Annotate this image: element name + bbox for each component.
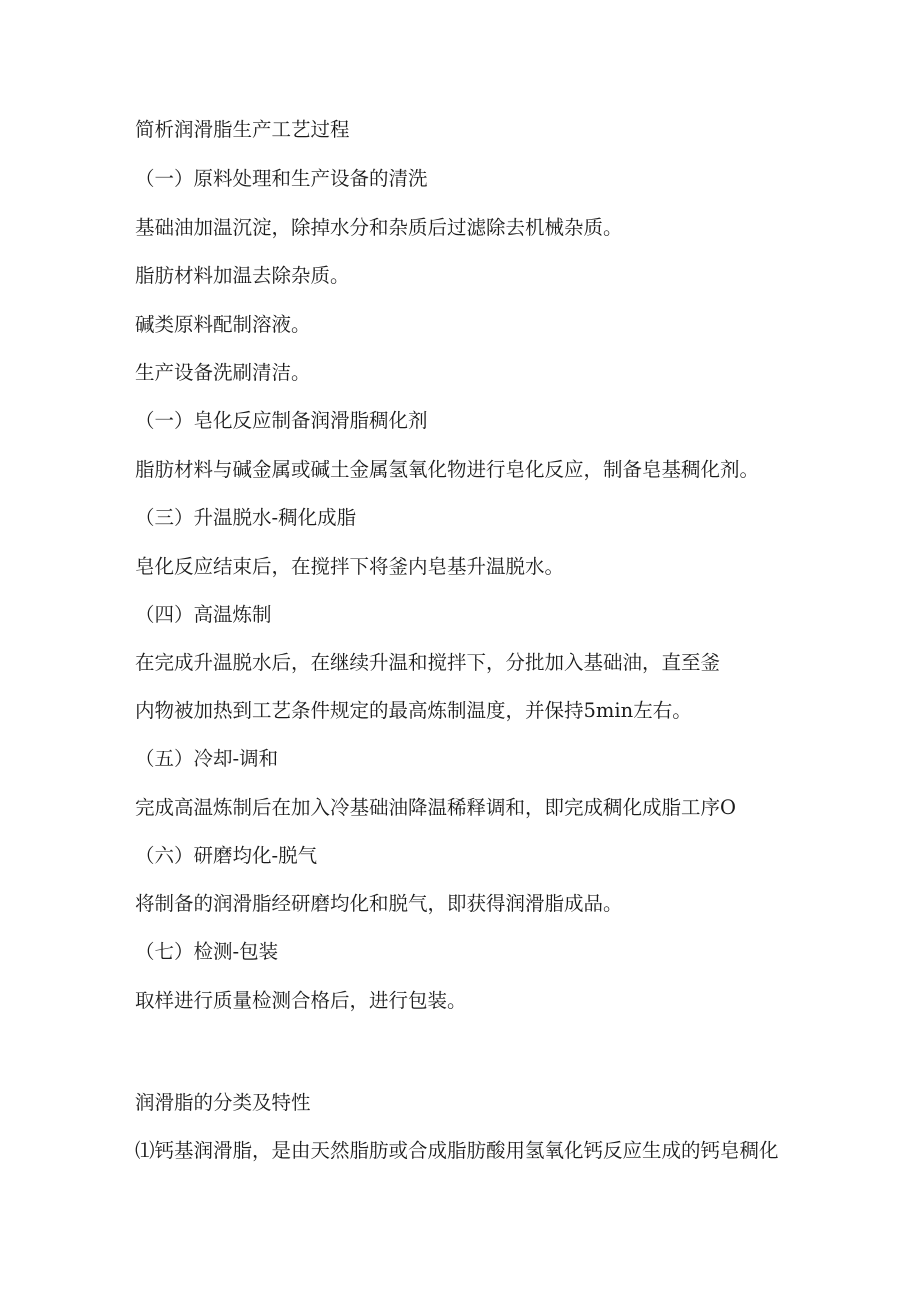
paragraph: 内物被加热到工艺条件规定的最高炼制温度，并保持5min左右。 [135, 699, 692, 722]
paragraph: 碱类原料配制溶液。 [135, 313, 311, 336]
paragraph: 皂化反应结束后，在搅拌下将釜内皂基升温脱水。 [135, 555, 565, 578]
section-heading: （一）皂化反应制备润滑脂稠化剂 [135, 409, 428, 432]
paragraph: 基础油加温沉淀，除掉水分和杂质后过滤除去机械杂质。 [135, 216, 623, 239]
section-heading: （五）冷却-调和 [135, 747, 279, 770]
paragraph: 完成高温炼制后在加入冷基础油降温稀释调和，即完成稠化成脂工序O [135, 796, 736, 819]
paragraph: 生产设备洗刷清洁。 [135, 361, 311, 384]
section-heading: （三）升温脱水-稠化成脂 [135, 506, 357, 529]
section-title: 润滑脂的分类及特性 [135, 1091, 311, 1114]
paragraph: ⑴钙基润滑脂，是由天然脂肪或合成脂肪酸用氢氧化钙反应生成的钙皂稠化 [135, 1139, 779, 1162]
section-heading: （七）检测-包装 [135, 940, 279, 963]
section-heading: （四）高温炼制 [135, 603, 272, 626]
paragraph: 在完成升温脱水后，在继续升温和搅拌下，分批加入基础油，直至釜 [135, 651, 721, 674]
paragraph: 脂肪材料与碱金属或碱土金属氢氧化物进行皂化反应，制备皂基稠化剂。 [135, 458, 760, 481]
paragraph: 脂肪材料加温去除杂质。 [135, 264, 350, 287]
section-heading: （六）研磨均化-脱气 [135, 844, 318, 867]
paragraph: 取样进行质量检测合格后，进行包装。 [135, 989, 467, 1012]
paragraph: 将制备的润滑脂经研磨均化和脱气，即获得润滑脂成品。 [135, 892, 623, 915]
section-heading: （一）原料处理和生产设备的清洗 [135, 167, 428, 190]
doc-title: 简析润滑脂生产工艺过程 [135, 118, 350, 141]
